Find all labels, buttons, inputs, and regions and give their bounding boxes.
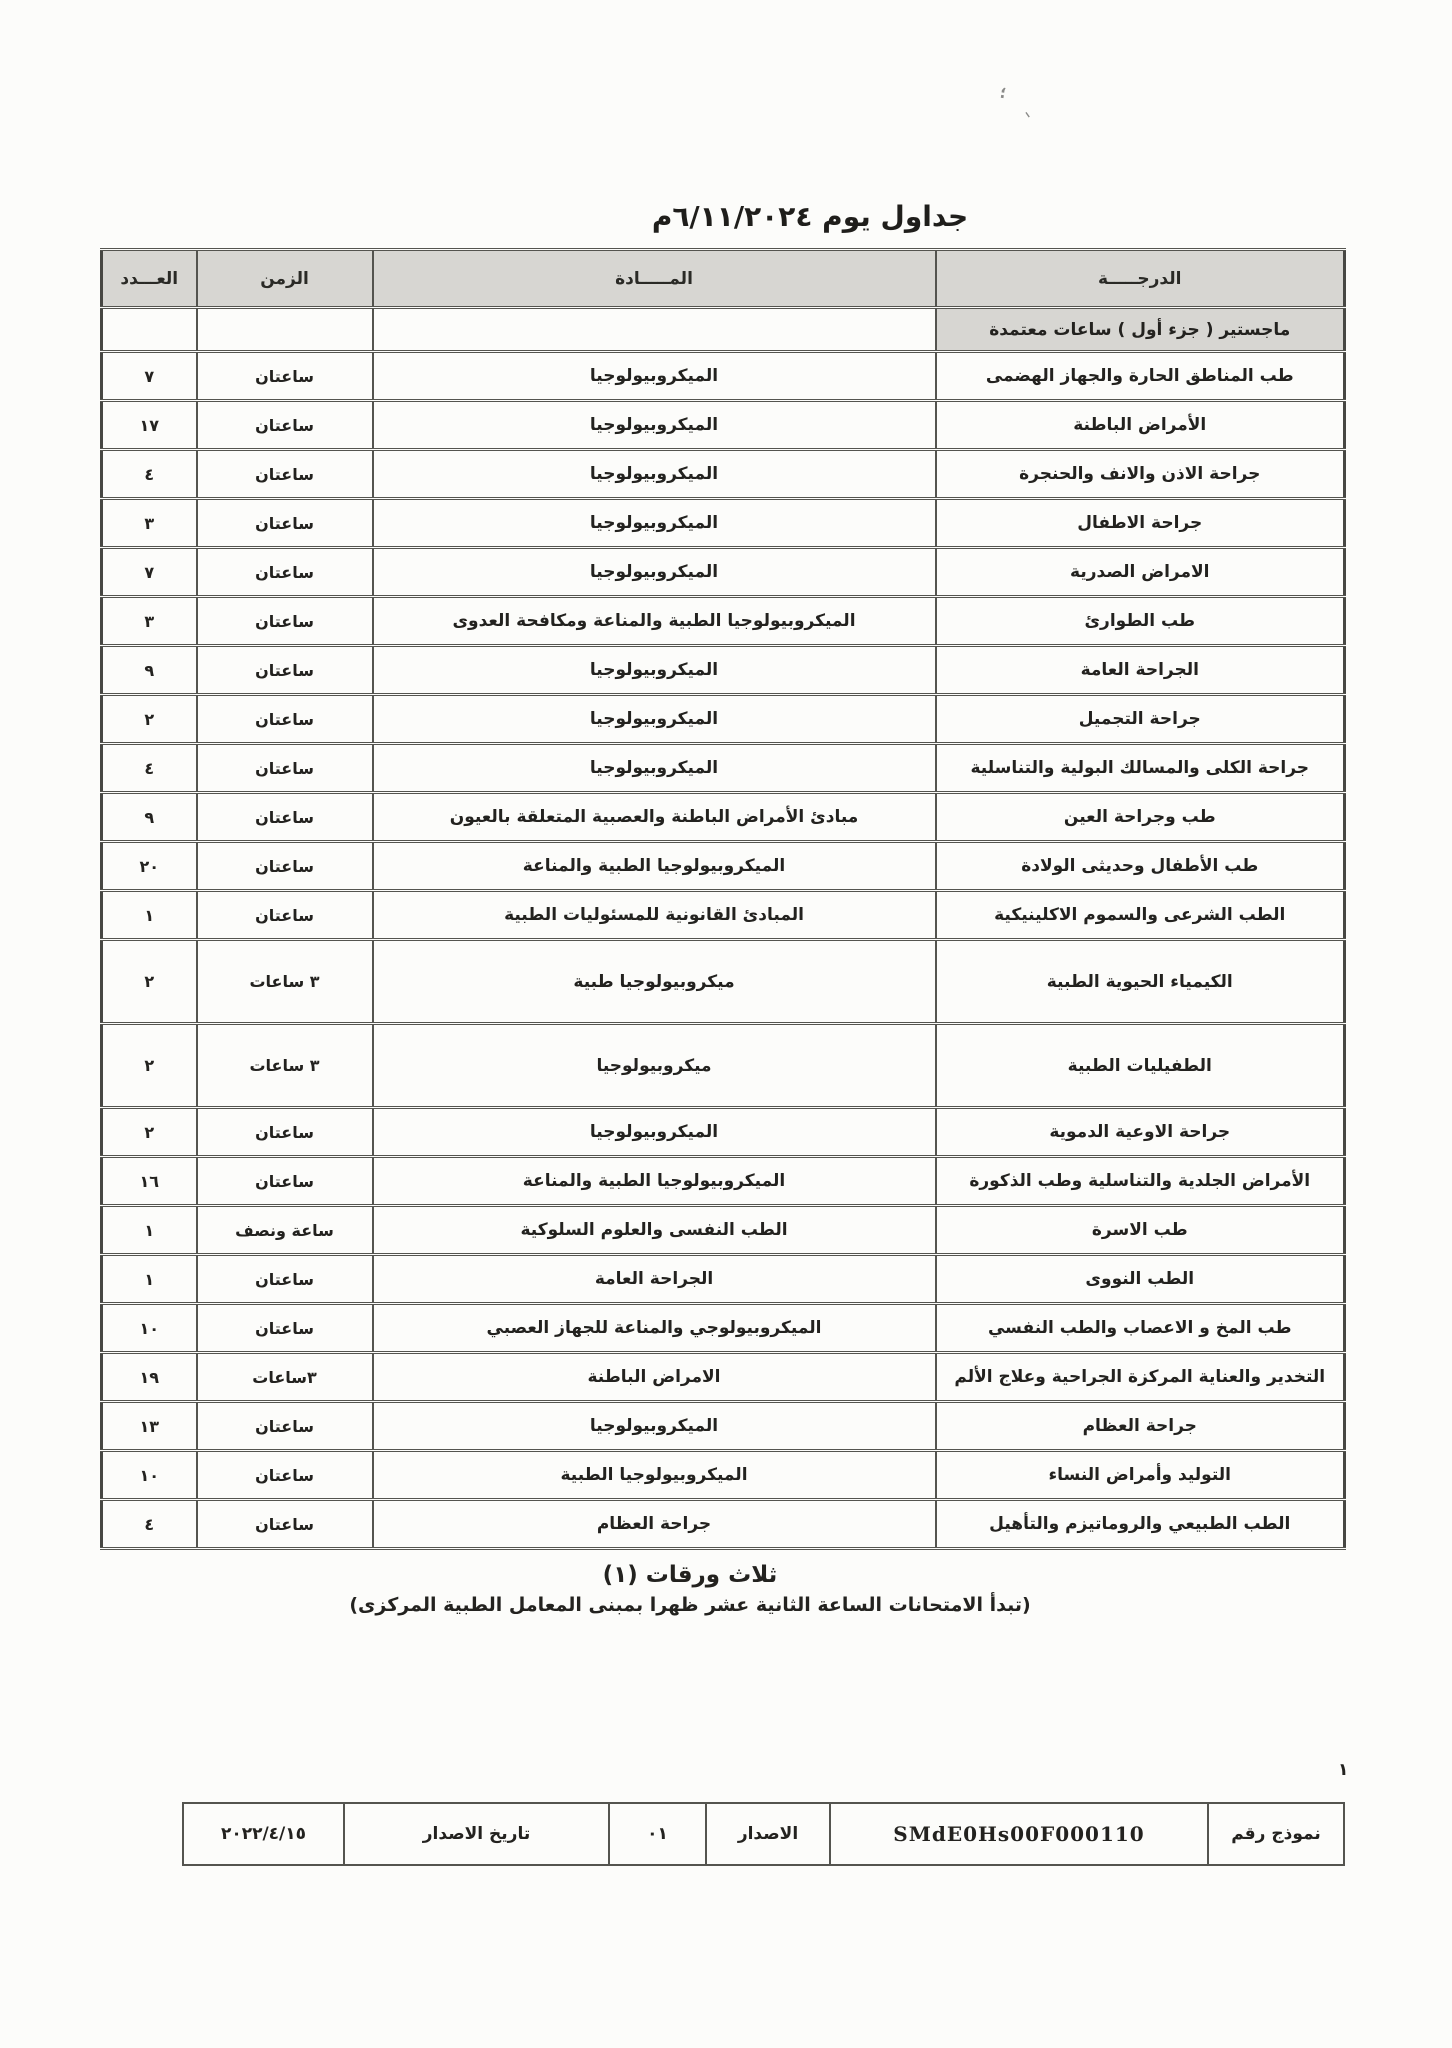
subject-cell: الميكروبيولوجيا	[373, 695, 936, 744]
table-row	[102, 499, 1345, 548]
footnotes	[100, 1562, 1280, 1616]
count-cell: ٤	[102, 1500, 197, 1549]
subject-cell: الميكروبيولوجي والمناعة للجهاز العصبي	[373, 1304, 936, 1353]
degree-cell: الطب النووى	[936, 1255, 1345, 1304]
count-cell: ٢٠	[102, 842, 197, 891]
header-row	[102, 250, 1345, 308]
time-cell: ساعتان	[197, 1402, 373, 1451]
time-cell: ساعة ونصف	[197, 1206, 373, 1255]
model-number-label: نموذج رقم	[1208, 1803, 1344, 1865]
time-cell: ٣ ساعات	[197, 1024, 373, 1108]
subject-cell: الميكروبيولوجيا	[373, 646, 936, 695]
degree-cell: الامراض الصدرية	[936, 548, 1345, 597]
table-row	[102, 1304, 1345, 1353]
section-row	[102, 308, 1345, 352]
page-title: جداول يوم ٦/١١/٢٠٢٤م	[651, 200, 969, 233]
section-label: ماجستير ( جزء أول ) ساعات معتمدة	[936, 308, 1345, 352]
table-row	[102, 450, 1345, 499]
subject-cell: الميكروبيولوجيا الطبية والمناعة	[373, 1157, 936, 1206]
schedule-table	[100, 248, 1343, 1550]
table-row	[102, 842, 1345, 891]
time-cell: ساعتان	[197, 1451, 373, 1500]
time-cell: ساعتان	[197, 1157, 373, 1206]
count-cell: ٢	[102, 695, 197, 744]
time-cell: ساعتان	[197, 401, 373, 450]
degree-cell: جراحة الكلى والمسالك البولية والتناسلية	[936, 744, 1345, 793]
table-row	[102, 401, 1345, 450]
subject-cell: الميكروبيولوجيا الطبية	[373, 1451, 936, 1500]
count-cell: ٢	[102, 1024, 197, 1108]
form-info-row	[183, 1803, 1344, 1865]
schedule-table-body	[102, 308, 1345, 1549]
empty-cell	[373, 308, 936, 352]
count-cell: ١٠	[102, 1451, 197, 1500]
empty-cell	[102, 308, 197, 352]
time-cell: ساعتان	[197, 1500, 373, 1549]
exam-start-note: (تبدأ الامتحانات الساعة الثانية عشر ظهرا بمبنى المعامل الطبية المركزى)	[349, 1594, 1031, 1616]
time-cell: ساعتان	[197, 793, 373, 842]
time-cell: ساعتان	[197, 695, 373, 744]
table-row	[102, 1451, 1345, 1500]
papers-note: ثلاث ورقات (١)	[602, 1562, 778, 1588]
time-cell: ساعتان	[197, 597, 373, 646]
form-info-table	[182, 1802, 1343, 1866]
subject-cell: ميكروبيولوجيا طبية	[373, 940, 936, 1024]
table-row	[102, 1353, 1345, 1402]
subject-cell: الميكروبيولوجيا	[373, 1402, 936, 1451]
table-row	[102, 1157, 1345, 1206]
degree-cell: طب المخ و الاعصاب والطب النفسي	[936, 1304, 1345, 1353]
table-row	[102, 793, 1345, 842]
table-row	[102, 695, 1345, 744]
degree-cell: الجراحة العامة	[936, 646, 1345, 695]
subject-cell: جراحة العظام	[373, 1500, 936, 1549]
time-cell: ٣ساعات	[197, 1353, 373, 1402]
degree-cell: جراحة الاذن والانف والحنجرة	[936, 450, 1345, 499]
count-cell: ١٩	[102, 1353, 197, 1402]
degree-cell: الطب الطبيعي والروماتيزم والتأهيل	[936, 1500, 1345, 1549]
column-header-subject: المـــــادة	[373, 250, 936, 308]
version-value: ٠١	[609, 1803, 706, 1865]
subject-cell: مبادئ الأمراض الباطنة والعصبية المتعلقة بالعيون	[373, 793, 936, 842]
degree-cell: جراحة الاطفال	[936, 499, 1345, 548]
time-cell: ساعتان	[197, 499, 373, 548]
table-row	[102, 1024, 1345, 1108]
schedule-table-header	[102, 250, 1345, 308]
degree-cell: طب الطوارئ	[936, 597, 1345, 646]
page-number: ١	[1338, 1760, 1349, 1780]
scan-mark-icon: ٰ	[1021, 114, 1035, 134]
degree-cell: الطفيليات الطبية	[936, 1024, 1345, 1108]
time-cell: ساعتان	[197, 548, 373, 597]
time-cell: ساعتان	[197, 1255, 373, 1304]
count-cell: ٣	[102, 499, 197, 548]
table-row	[102, 1500, 1345, 1549]
empty-cell	[197, 308, 373, 352]
column-header-time: الزمن	[197, 250, 373, 308]
degree-cell: جراحة العظام	[936, 1402, 1345, 1451]
time-cell: ٣ ساعات	[197, 940, 373, 1024]
subject-cell: الميكروبيولوجيا	[373, 744, 936, 793]
table-row	[102, 1206, 1345, 1255]
time-cell: ساعتان	[197, 352, 373, 401]
subject-cell: الامراض الباطنة	[373, 1353, 936, 1402]
subject-cell: الميكروبيولوجيا الطبية والمناعة	[373, 842, 936, 891]
time-cell: ساعتان	[197, 1304, 373, 1353]
table-row	[102, 1402, 1345, 1451]
count-cell: ٤	[102, 450, 197, 499]
subject-cell: الميكروبيولوجيا	[373, 401, 936, 450]
degree-cell: الأمراض الباطنة	[936, 401, 1345, 450]
table-row	[102, 548, 1345, 597]
subject-cell: الميكروبيولوجيا	[373, 548, 936, 597]
table-row	[102, 940, 1345, 1024]
subject-cell: الميكروبيولوجيا	[373, 450, 936, 499]
count-cell: ٩	[102, 646, 197, 695]
count-cell: ١٣	[102, 1402, 197, 1451]
table-row	[102, 352, 1345, 401]
subject-cell: الميكروبيولوجيا الطبية والمناعة ومكافحة العدوى	[373, 597, 936, 646]
degree-cell: جراحة التجميل	[936, 695, 1345, 744]
count-cell: ١	[102, 891, 197, 940]
degree-cell: الطب الشرعى والسموم الاكلينيكية	[936, 891, 1345, 940]
table-row	[102, 1255, 1345, 1304]
degree-cell: جراحة الاوعية الدموية	[936, 1108, 1345, 1157]
degree-cell: طب الاسرة	[936, 1206, 1345, 1255]
subject-cell: ميكروبيولوجيا	[373, 1024, 936, 1108]
table-row	[102, 1108, 1345, 1157]
time-cell: ساعتان	[197, 744, 373, 793]
time-cell: ساعتان	[197, 842, 373, 891]
subject-cell: الميكروبيولوجيا	[373, 1108, 936, 1157]
table-row	[102, 744, 1345, 793]
degree-cell: التخدير والعناية المركزة الجراحية وعلاج الألم	[936, 1353, 1345, 1402]
issue-date-value: ٢٠٢٢/٤/١٥	[183, 1803, 344, 1865]
time-cell: ساعتان	[197, 450, 373, 499]
count-cell: ١٦	[102, 1157, 197, 1206]
count-cell: ٧	[102, 548, 197, 597]
subject-cell: الجراحة العامة	[373, 1255, 936, 1304]
degree-cell: الكيمياء الحيوية الطبية	[936, 940, 1345, 1024]
count-cell: ٣	[102, 597, 197, 646]
degree-cell: الأمراض الجلدية والتناسلية وطب الذكورة	[936, 1157, 1345, 1206]
column-header-degree: الدرجـــــة	[936, 250, 1345, 308]
subject-cell: الطب النفسى والعلوم السلوكية	[373, 1206, 936, 1255]
table-row	[102, 646, 1345, 695]
time-cell: ساعتان	[197, 646, 373, 695]
count-cell: ٩	[102, 793, 197, 842]
version-label: الاصدار	[706, 1803, 830, 1865]
count-cell: ٤	[102, 744, 197, 793]
count-cell: ٢	[102, 1108, 197, 1157]
subject-cell: الميكروبيولوجيا	[373, 352, 936, 401]
degree-cell: طب وجراحة العين	[936, 793, 1345, 842]
time-cell: ساعتان	[197, 1108, 373, 1157]
issue-date-label: تاريخ الاصدار	[344, 1803, 609, 1865]
scan-mark-icon: ؛	[998, 83, 1008, 103]
count-cell: ٧	[102, 352, 197, 401]
degree-cell: التوليد وأمراض النساء	[936, 1451, 1345, 1500]
count-cell: ١	[102, 1206, 197, 1255]
count-cell: ١٧	[102, 401, 197, 450]
table-row	[102, 891, 1345, 940]
model-number-value: SMdE0Hs00F000110	[830, 1803, 1208, 1865]
count-cell: ٢	[102, 940, 197, 1024]
time-cell: ساعتان	[197, 891, 373, 940]
table-row	[102, 597, 1345, 646]
count-cell: ١٠	[102, 1304, 197, 1353]
degree-cell: طب المناطق الحارة والجهاز الهضمى	[936, 352, 1345, 401]
count-cell: ١	[102, 1255, 197, 1304]
column-header-count: العـــدد	[102, 250, 197, 308]
subject-cell: المبادئ القانونية للمسئوليات الطبية	[373, 891, 936, 940]
degree-cell: طب الأطفال وحديثى الولادة	[936, 842, 1345, 891]
subject-cell: الميكروبيولوجيا	[373, 499, 936, 548]
